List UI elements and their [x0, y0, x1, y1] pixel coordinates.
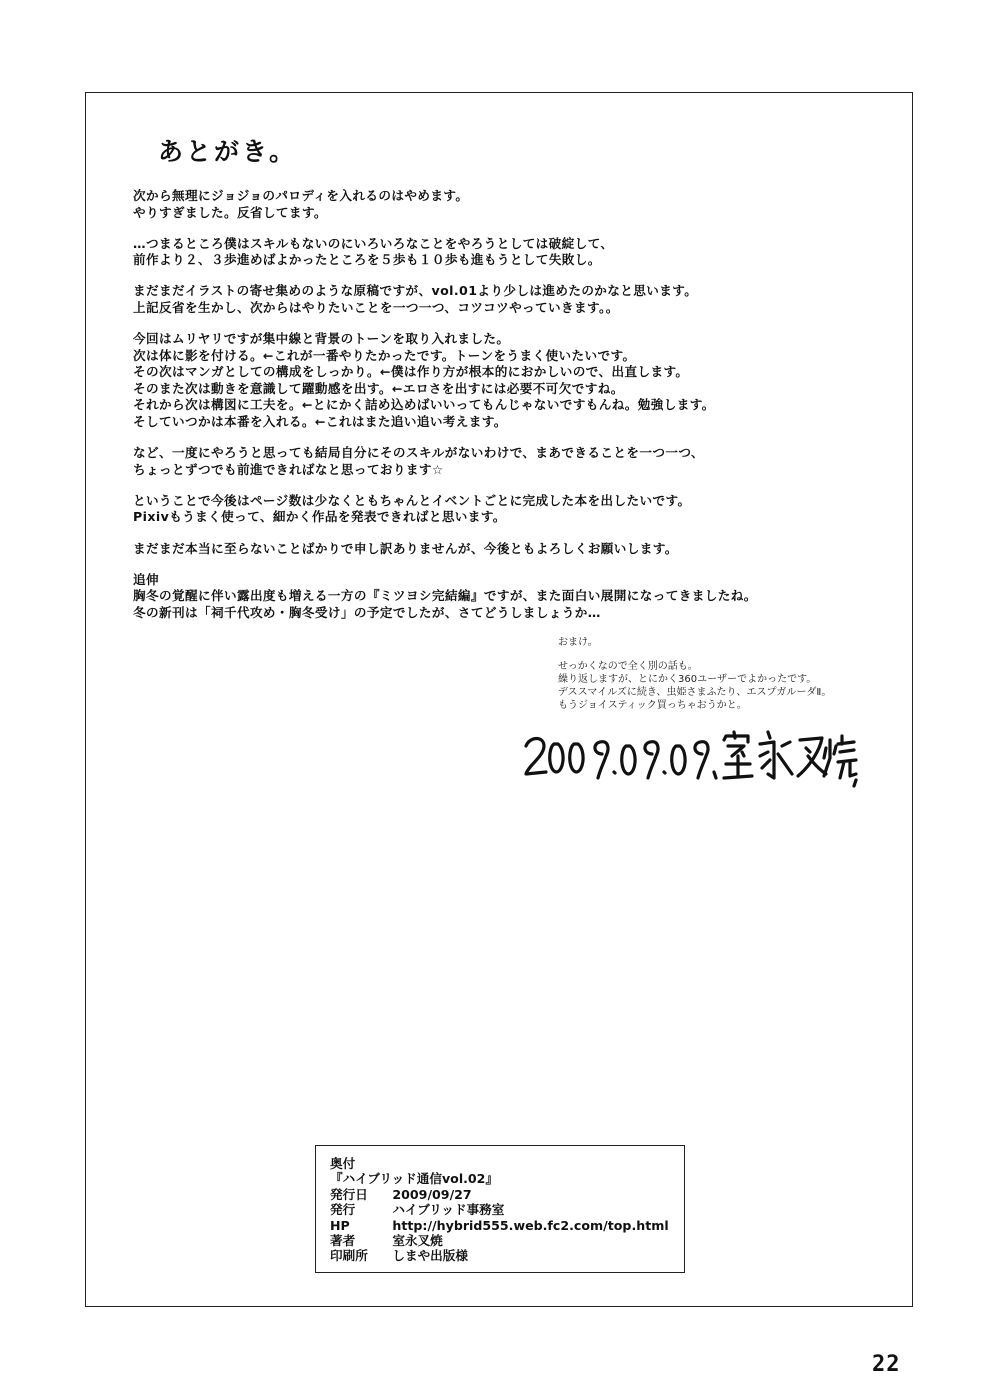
colophon-value: ハイブリッド事務室	[392, 1202, 505, 1218]
afterword-body	[133, 188, 903, 636]
homepage-url: http://hybrid555.web.fc2.com/top.html	[392, 1217, 669, 1233]
text-line: 上記反省を生かし、次からはやりたいことを一つ一つ、コツコツやっていきます。。	[133, 299, 619, 315]
text-line: それから次は構図に工夫を。←とにかく詰め込めばいいってもんじゃないですもんね。勉強します。	[133, 397, 715, 413]
colophon-value: しまや出版様	[392, 1248, 468, 1264]
colophon-label: HP	[330, 1217, 350, 1233]
text-line: まだまだイラストの寄せ集めのような原稿ですが、vol.01より少しは進めたのかなと思います。	[133, 283, 698, 299]
colophon-label: 発行日	[330, 1186, 368, 1202]
colophon-row	[330, 1248, 684, 1263]
text-line: …つまるところ僕はスキルもないのにいろいろなことをやろうとしては破綻して、	[133, 235, 614, 251]
paragraph	[133, 572, 903, 622]
omake-note	[558, 636, 831, 712]
paragraph	[133, 493, 903, 526]
text-line: そのまた次は動きを意識して躍動感を出す。←エロさを出すには必要不可欠ですね。	[133, 380, 624, 396]
text-line: やりすぎました。反省してます。	[133, 204, 327, 220]
text-line: ということで今後はページ数は少なくともちゃんとイベントごとに完成した本を出したいです。	[133, 492, 691, 508]
text-line: そしていつかは本番を入れる。←これはまた追い追い考えます。	[133, 414, 507, 430]
colophon-label: 発行	[330, 1202, 356, 1218]
text-line: ちょっとずつでも前進できればなと思っております☆	[133, 461, 444, 477]
paragraph	[133, 541, 903, 558]
page-number: 22	[872, 1352, 901, 1377]
text-line: 前作より２、３歩進めばよかったところを５歩も１０歩も進もうとして失敗し。	[133, 252, 601, 268]
colophon-row	[330, 1233, 684, 1248]
omake-line: せっかくなので全く別の話も。	[558, 661, 698, 672]
colophon-row	[330, 1218, 684, 1233]
signature-drawing	[520, 722, 860, 790]
text-line: 胸冬の覚醒に伴い露出度も増える一方の『ミツヨシ完結編』ですが、また面白い展開になってきましたね。	[133, 588, 757, 604]
omake-line: もうジョイスティック買っちゃおうかと。	[558, 700, 747, 711]
paragraph	[133, 188, 903, 221]
paragraph	[133, 331, 903, 431]
paragraph	[133, 283, 903, 316]
colophon-label: 印刷所	[330, 1248, 368, 1264]
text-line: 冬の新刊は「祠千代攻め・胸冬受け」の予定でしたが、さてどうしましょうか…	[133, 604, 601, 620]
omake-title: おまけ。	[558, 637, 598, 648]
text-line: Pixivもうまく使って、細かく作品を発表できればと思います。	[133, 509, 506, 525]
colophon-value: 2009/09/27	[392, 1186, 472, 1202]
colophon-title: 奥付	[330, 1156, 356, 1171]
omake-line: 繰り返しますが、とにかく360ユーザーでよかったです。	[558, 674, 817, 685]
text-line: その次はマンガとしての構成をしっかり。←僕は作り方が根本的におかしいので、出直します。	[133, 364, 689, 380]
paragraph	[133, 445, 903, 478]
text-line: 今回はムリヤリですが集中線と背景のトーンを取り入れました。	[133, 331, 510, 347]
paragraph	[133, 236, 903, 269]
omake-line: デススマイルズに続き、虫姫さまふたり、エスプガルーダⅡ。	[558, 687, 832, 698]
colophon-value: 室永叉焼	[392, 1233, 443, 1249]
page-title: あとがき。	[158, 137, 298, 166]
colophon-label: 著者	[330, 1233, 356, 1249]
colophon-box	[315, 1145, 685, 1273]
postscript-heading: 追伸	[133, 571, 159, 587]
handwritten-signature	[520, 722, 860, 790]
text-line: まだまだ本当に至らないことばかりで申し訳ありませんが、今後ともよろしくお願いします。	[133, 540, 678, 556]
text-line: など、一度にやろうと思っても結局自分にそのスキルがないわけで、まあできることを一つ一つ、	[133, 445, 704, 461]
text-line: 次は体に影を付ける。←これが一番やりたかったです。トーンをうまく使いたいです。	[133, 347, 636, 363]
colophon-row	[330, 1187, 684, 1202]
book-title: 『ハイブリッド通信vol.02』	[330, 1171, 499, 1187]
colophon-row	[330, 1202, 684, 1217]
text-line: 次から無理にジョジョのパロディを入れるのはやめます。	[133, 188, 469, 203]
